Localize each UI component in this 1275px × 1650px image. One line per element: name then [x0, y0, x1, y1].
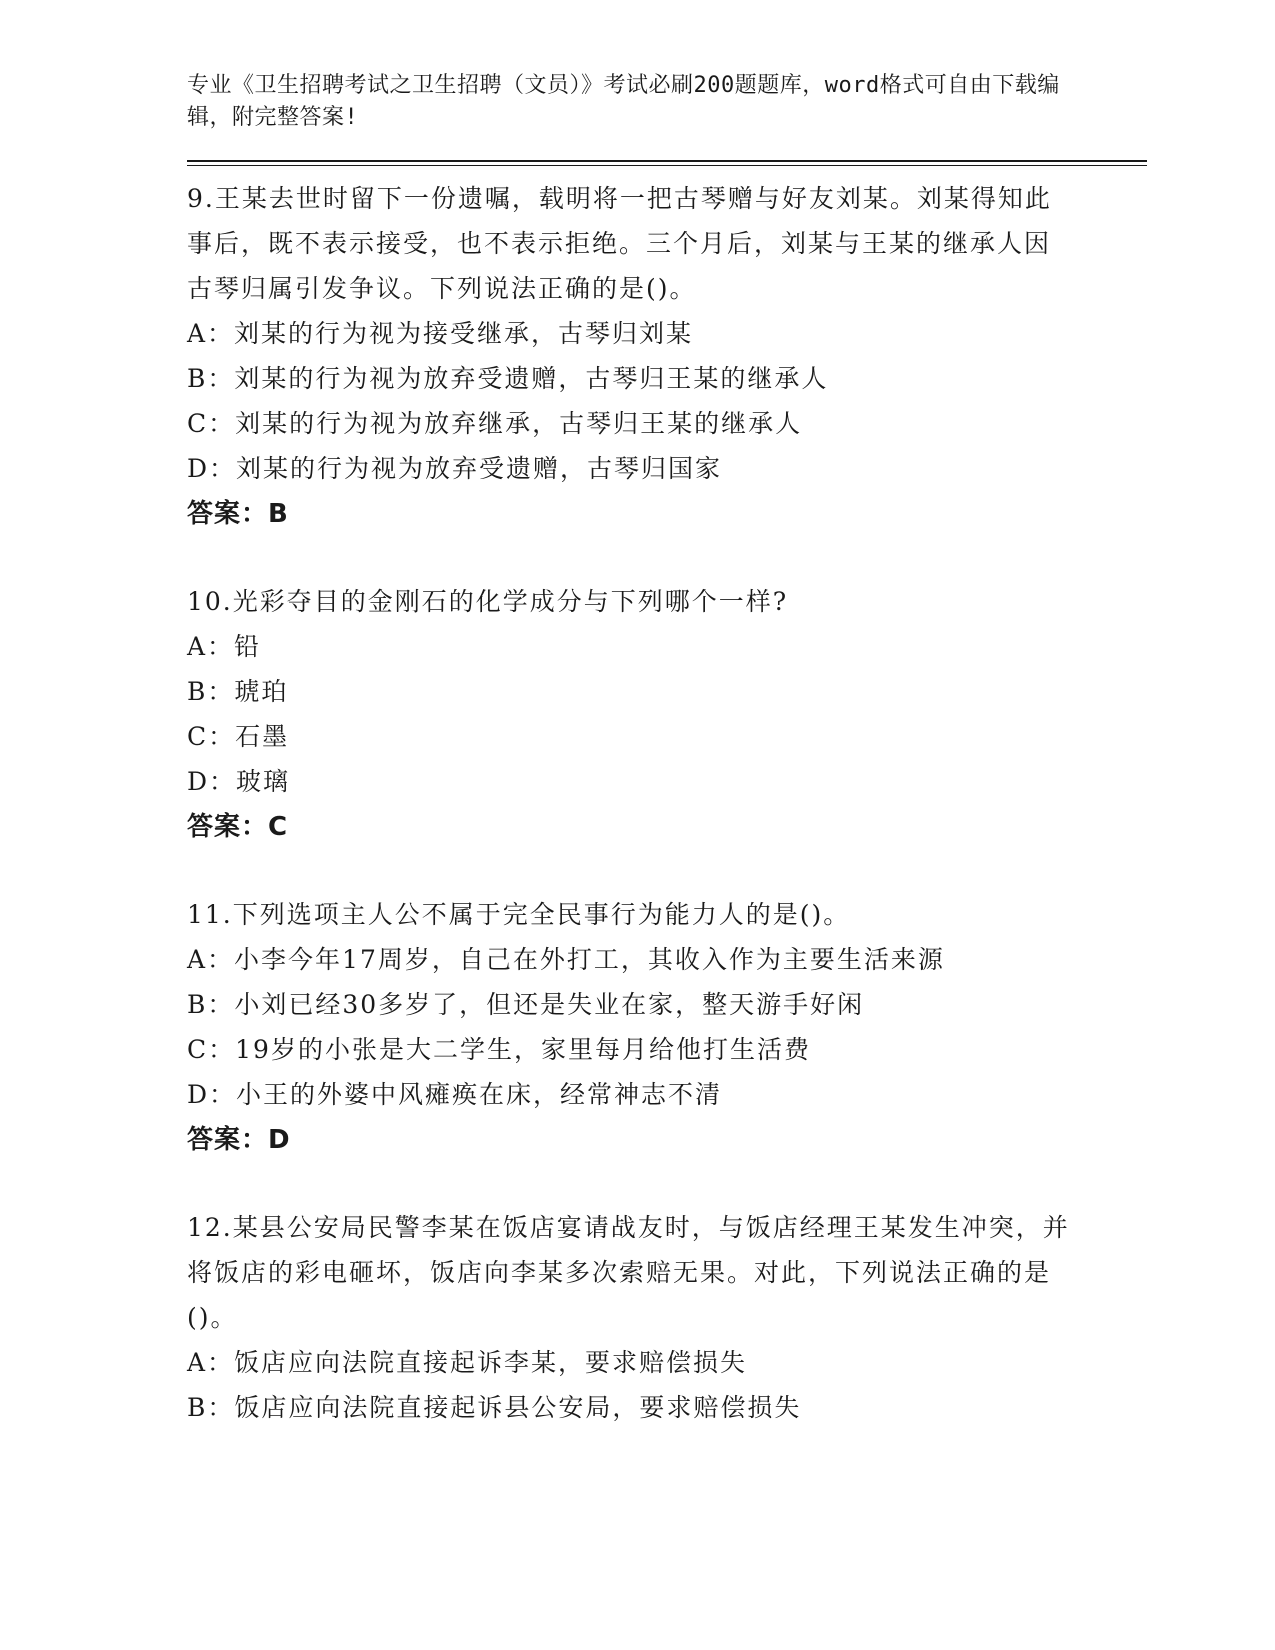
question-12	[187, 1205, 1147, 1430]
option-b: B：琥珀	[187, 677, 289, 706]
question-9	[187, 176, 1147, 537]
answer-label: 答案：C	[187, 812, 289, 842]
option-a: A：铅	[187, 632, 262, 661]
document-header: 专业《卫生招聘考试之卫生招聘（文员）》考试必刷200题题库，word格式可自由下载编辑，附完整答案!	[187, 73, 1060, 130]
answer-label: 答案：B	[187, 499, 289, 529]
question-10	[187, 579, 1147, 850]
option-c: C：刘某的行为视为放弃继承，古琴归王某的继承人	[187, 409, 803, 438]
option-a: A：饭店应向法院直接起诉李某，要求赔偿损失	[187, 1348, 748, 1377]
document-page	[187, 70, 1147, 1430]
question-11	[187, 892, 1147, 1163]
option-d: D：玻璃	[187, 767, 291, 796]
header-divider	[187, 160, 1147, 166]
question-text: 12.某县公安局民警李某在饭店宴请战友时，与饭店经理王某发生冲突，并将饭店的彩电砸坏，饭店向李某多次索赔无果。对此，下列说法正确的是()。	[187, 1213, 1070, 1332]
option-a: A：刘某的行为视为接受继承，古琴归刘某	[187, 319, 694, 348]
question-text: 9.王某去世时留下一份遗嘱，载明将一把古琴赠与好友刘某。刘某得知此事后，既不表示接受，也不表示拒绝。三个月后，刘某与王某的继承人因古琴归属引发争议。下列说法正确的是()。	[187, 184, 1052, 303]
option-c: C：石墨	[187, 722, 290, 751]
question-text: 10.光彩夺目的金刚石的化学成分与下列哪个一样?	[187, 587, 789, 616]
option-b: B：刘某的行为视为放弃受遗赠，古琴归王某的继承人	[187, 364, 829, 393]
answer-label: 答案：D	[187, 1125, 291, 1155]
option-a: A：小李今年17周岁，自己在外打工，其收入作为主要生活来源	[187, 945, 945, 974]
option-c: C：19岁的小张是大二学生，家里每月给他打生活费	[187, 1035, 811, 1064]
option-b: B：小刘已经30多岁了，但还是失业在家，整天游手好闲	[187, 990, 865, 1019]
option-d: D：小王的外婆中风瘫痪在床，经常神志不清	[187, 1080, 723, 1109]
question-text: 11.下列选项主人公不属于完全民事行为能力人的是()。	[187, 900, 851, 929]
option-d: D：刘某的行为视为放弃受遗赠，古琴归国家	[187, 454, 723, 483]
option-b: B：饭店应向法院直接起诉县公安局，要求赔偿损失	[187, 1393, 802, 1422]
